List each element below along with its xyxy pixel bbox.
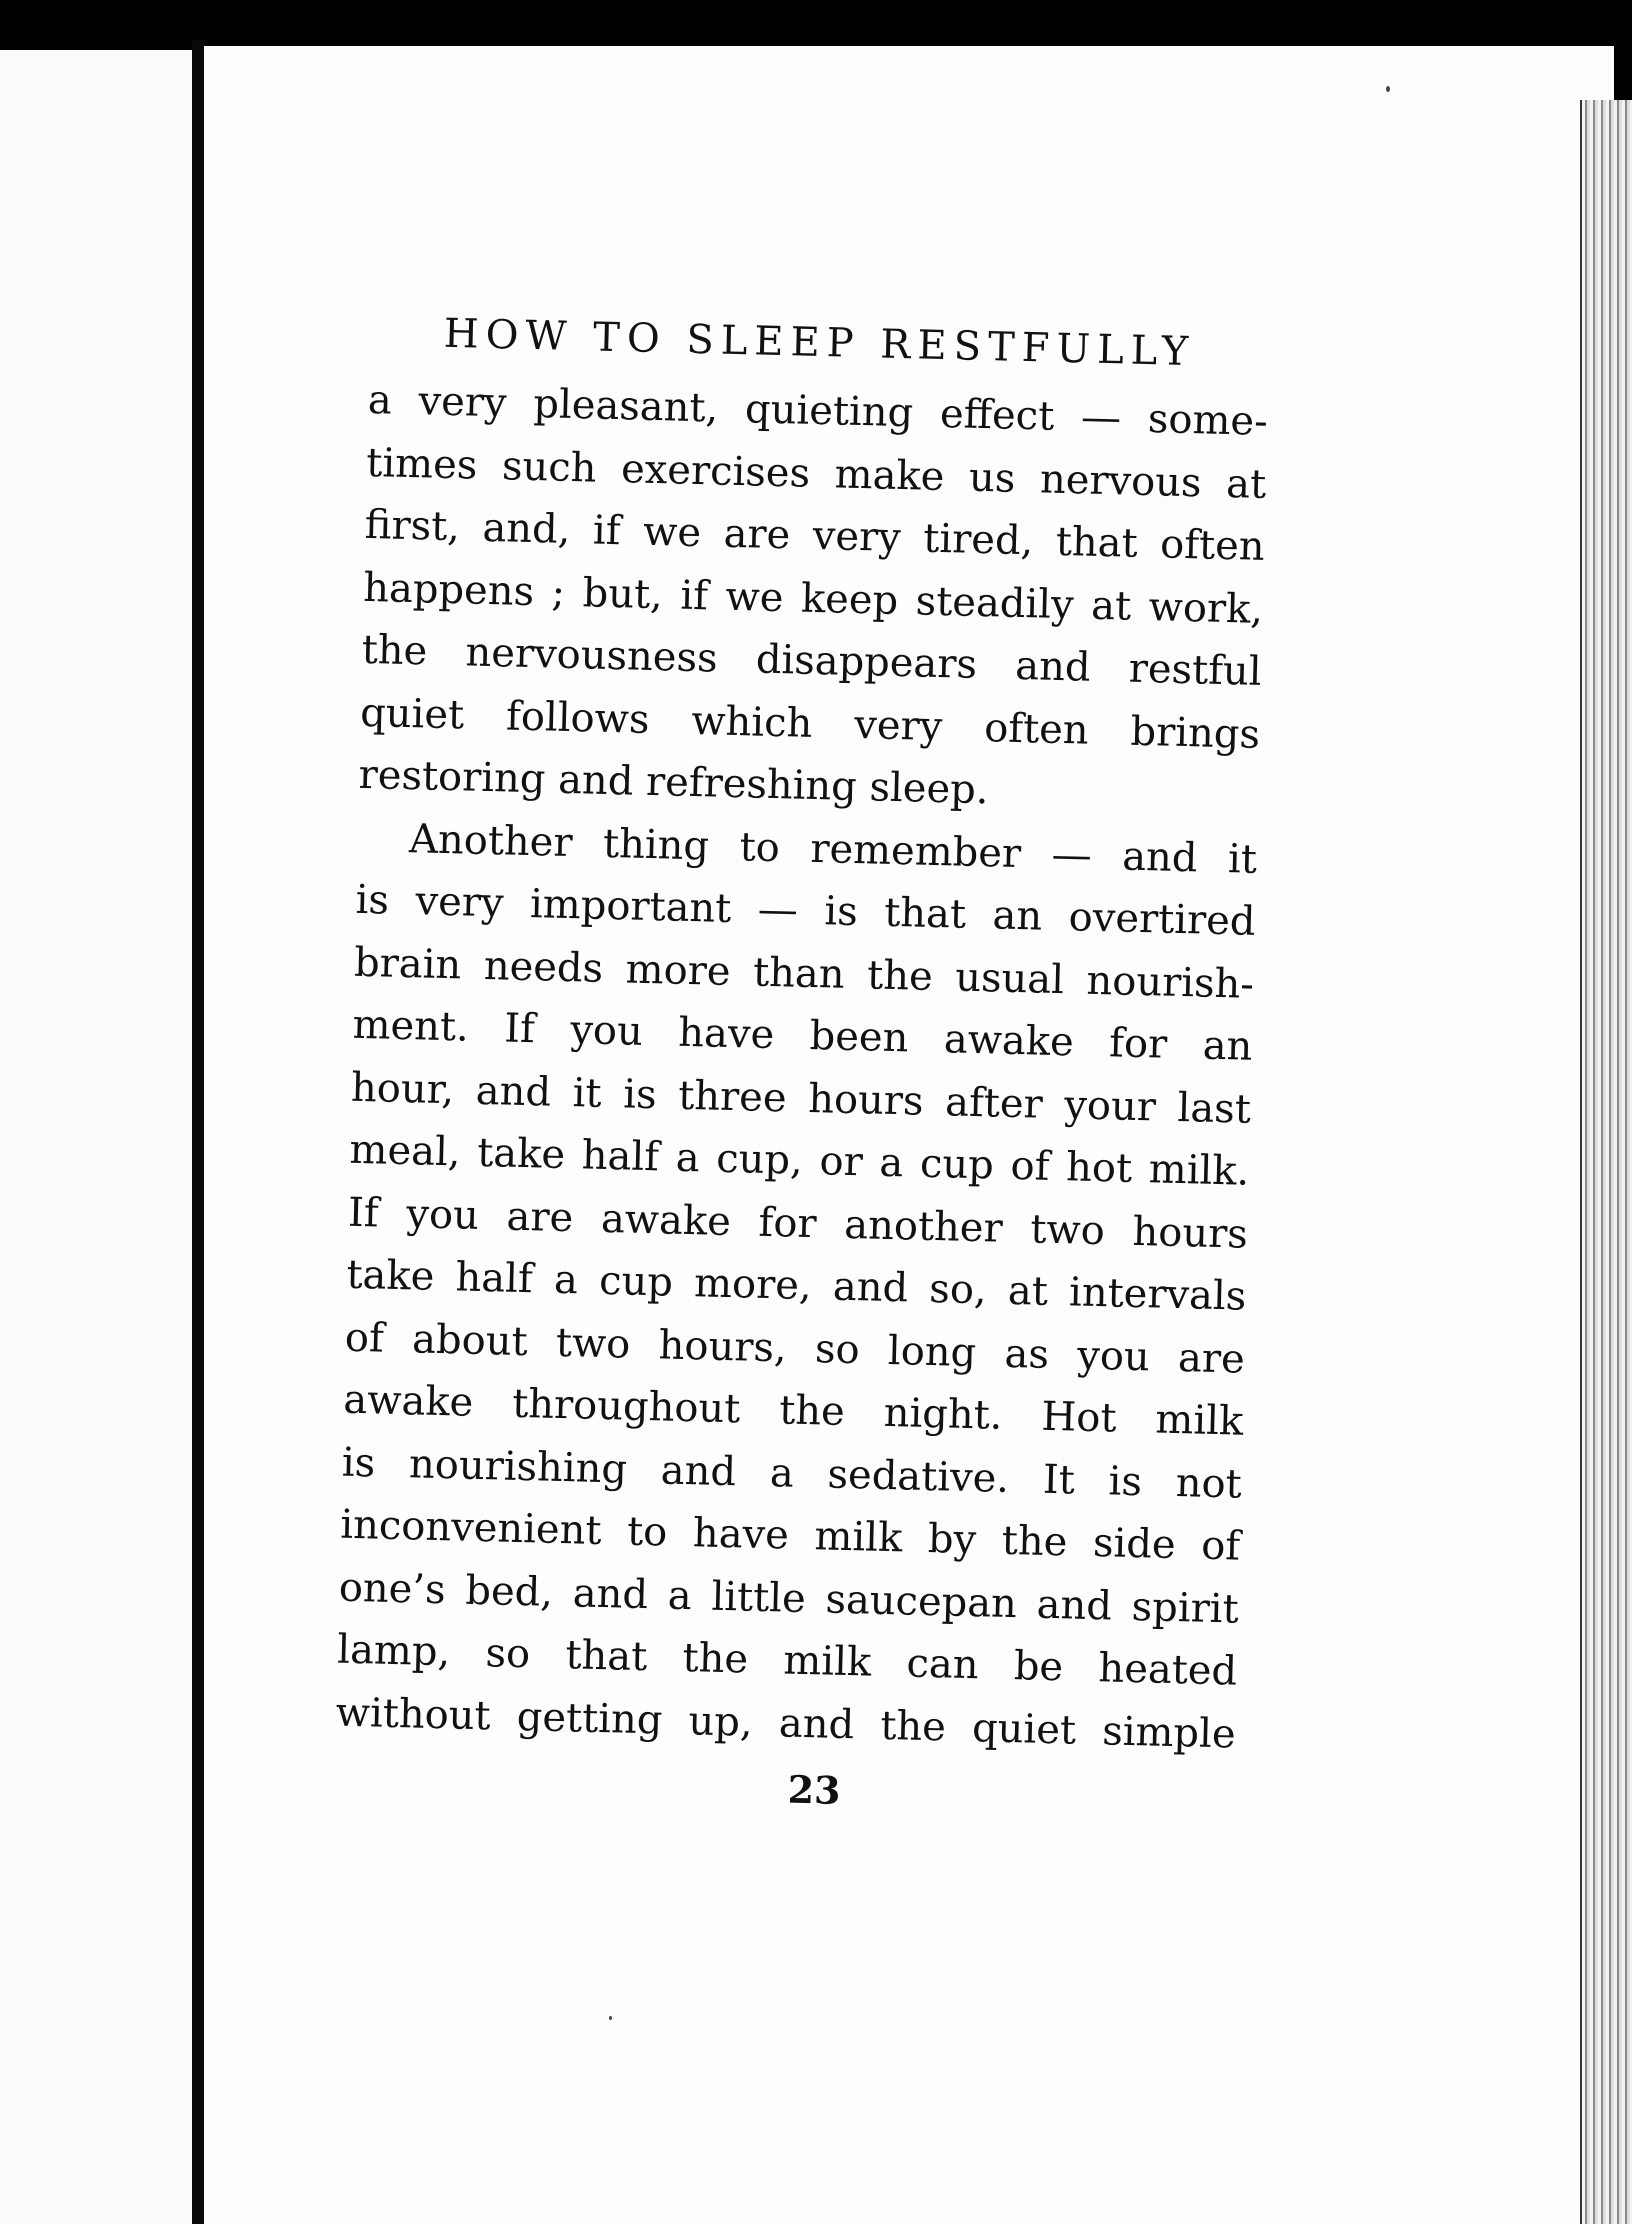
paragraph-2	[335, 806, 1258, 1765]
left-facing-page	[0, 50, 198, 2224]
text-line: meal, take half a cup, or a cup of hot milk.	[349, 1126, 1250, 1195]
text-line: lamp, so that the milk can be heated	[336, 1626, 1238, 1695]
text-line: the nervousness disappears and restful	[361, 626, 1263, 695]
text-line: one’s bed, and a little saucepan and spirit	[338, 1564, 1240, 1633]
text-line: ment. If you have been awake for an	[352, 1001, 1253, 1070]
page-number: 23	[787, 1766, 842, 1813]
text-line: first, and, if we are very tired, that often	[364, 501, 1266, 570]
page-text-block	[331, 309, 1270, 1951]
text-line: happens ; but, if we keep steadily at work,	[362, 564, 1264, 633]
text-line: restoring and refreshing sleep.	[358, 751, 990, 814]
text-line: take half a cup more, and so, at intervals	[345, 1251, 1247, 1320]
text-line: is very important — is that an overtired	[355, 876, 1256, 945]
paragraph-1	[358, 369, 1268, 828]
text-line: is nourishing and a sedative. It is not	[341, 1439, 1243, 1508]
text-line: a very pleasant, quieting effect — some-	[367, 376, 1269, 445]
text-line: of about two hours, so long as you are	[344, 1314, 1246, 1383]
page-edges	[1580, 100, 1632, 2224]
scan-speck	[609, 2016, 612, 2020]
text-line: Another thing to remember — and it	[408, 815, 1258, 883]
text-line: quiet follows which very often brings	[359, 689, 1261, 758]
text-line: inconvenient to have milk by the side of	[339, 1501, 1241, 1570]
text-line: without getting up, and the quiet simple	[335, 1689, 1237, 1758]
scan-speck	[1386, 86, 1390, 92]
text-line: If you are awake for another two hours	[347, 1189, 1249, 1258]
text-line: hour, and it is three hours after your last	[350, 1064, 1252, 1133]
running-head: HOW TO SLEEP RESTFULLY	[443, 310, 1196, 376]
text-line: awake throughout the night. Hot milk	[342, 1376, 1244, 1445]
text-line: times such exercises make us nervous at	[365, 439, 1267, 508]
text-line: brain needs more than the usual nourish-	[353, 939, 1255, 1008]
